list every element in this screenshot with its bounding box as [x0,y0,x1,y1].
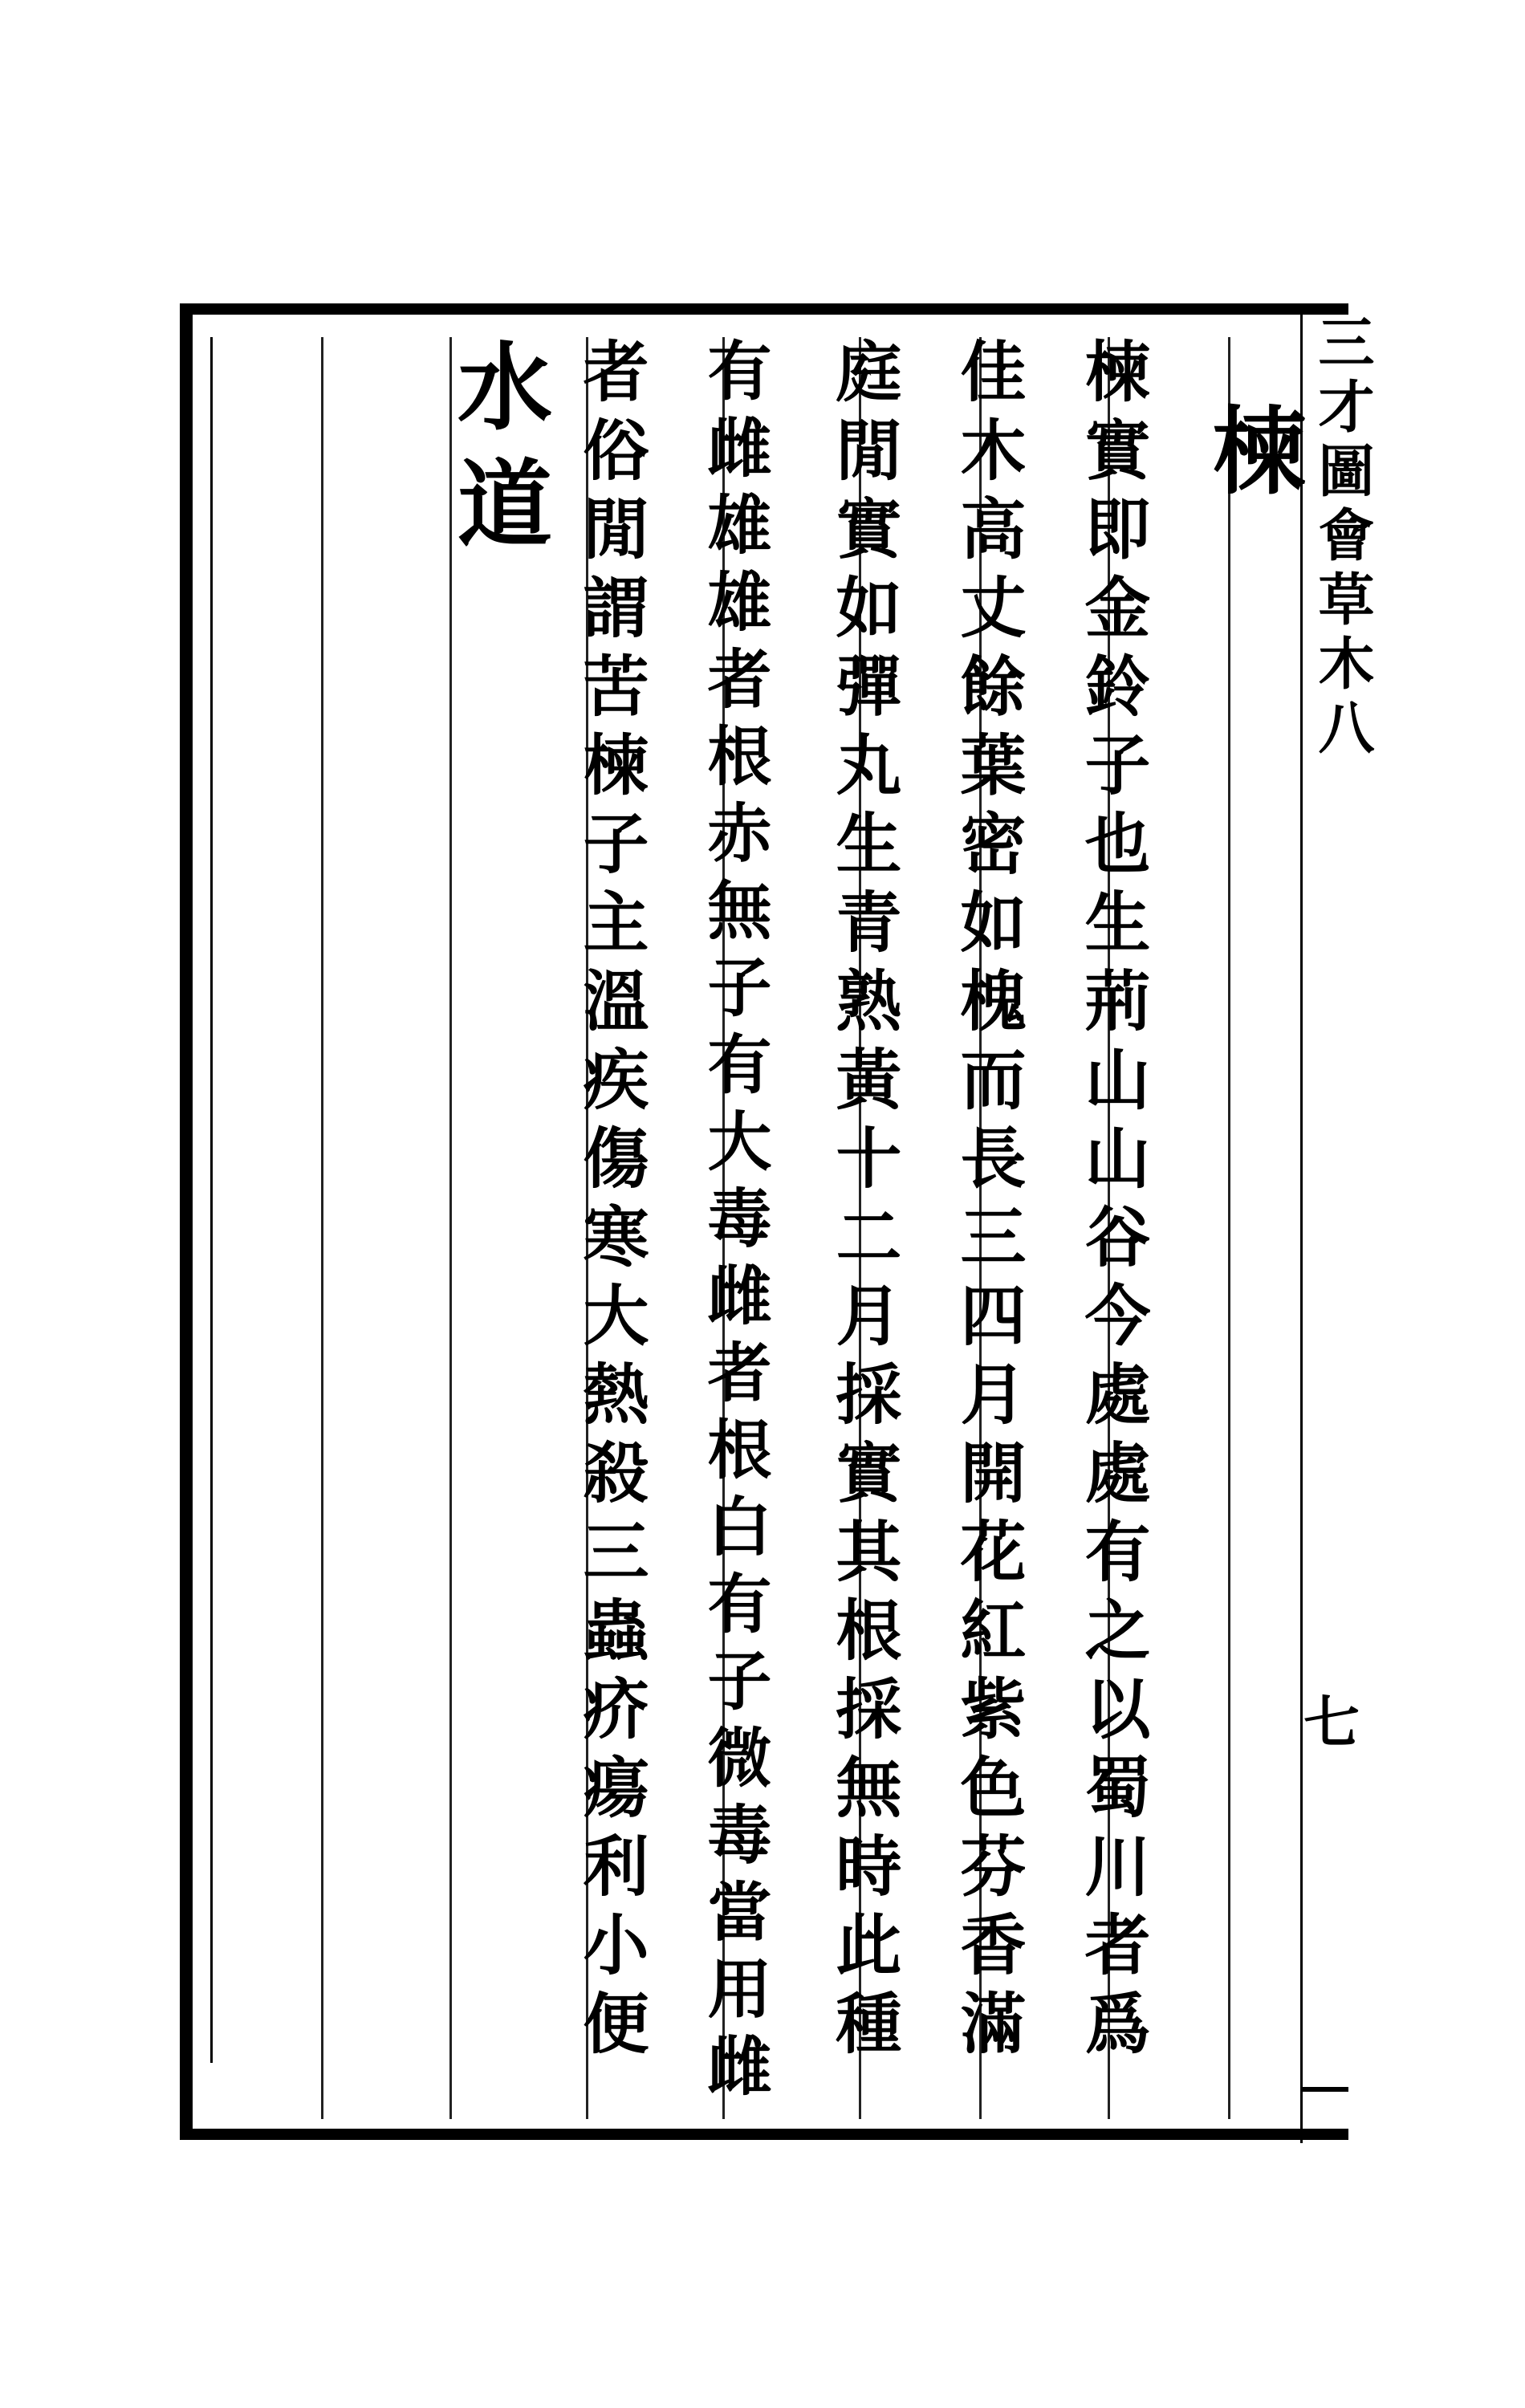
fold-page-number: 七 [1303,1689,1360,1755]
text-column: 有雌雄雄者根赤無子有大毒雌者根白有子微毒當用雌 [697,337,772,2109]
column-rule [1228,337,1230,2119]
column-rule [321,337,323,2119]
text-column: 庭閒實如彈丸生青熟黃十二月採實其根採無時此種 [825,337,902,2068]
text-column: 楝實即金鈴子也生荊山山谷今處處有之以蜀川者爲 [1074,337,1151,2068]
fold-title: 三才圖會草木八 [1309,313,1376,763]
column-rule [449,337,452,2119]
text-column: 水道 [441,337,553,571]
entry-heading: 楝 [1196,401,1307,519]
text-column: 者俗閒謂苦楝子主溫疾傷寒大熱殺三蟲疥瘍利小便 [572,337,649,2068]
inner-border-line [210,337,219,2063]
fold-mark [1300,2087,1348,2092]
text-column: 佳木高丈餘葉密如槐而長三四月開花紅紫色芬香滿 [950,337,1027,2068]
